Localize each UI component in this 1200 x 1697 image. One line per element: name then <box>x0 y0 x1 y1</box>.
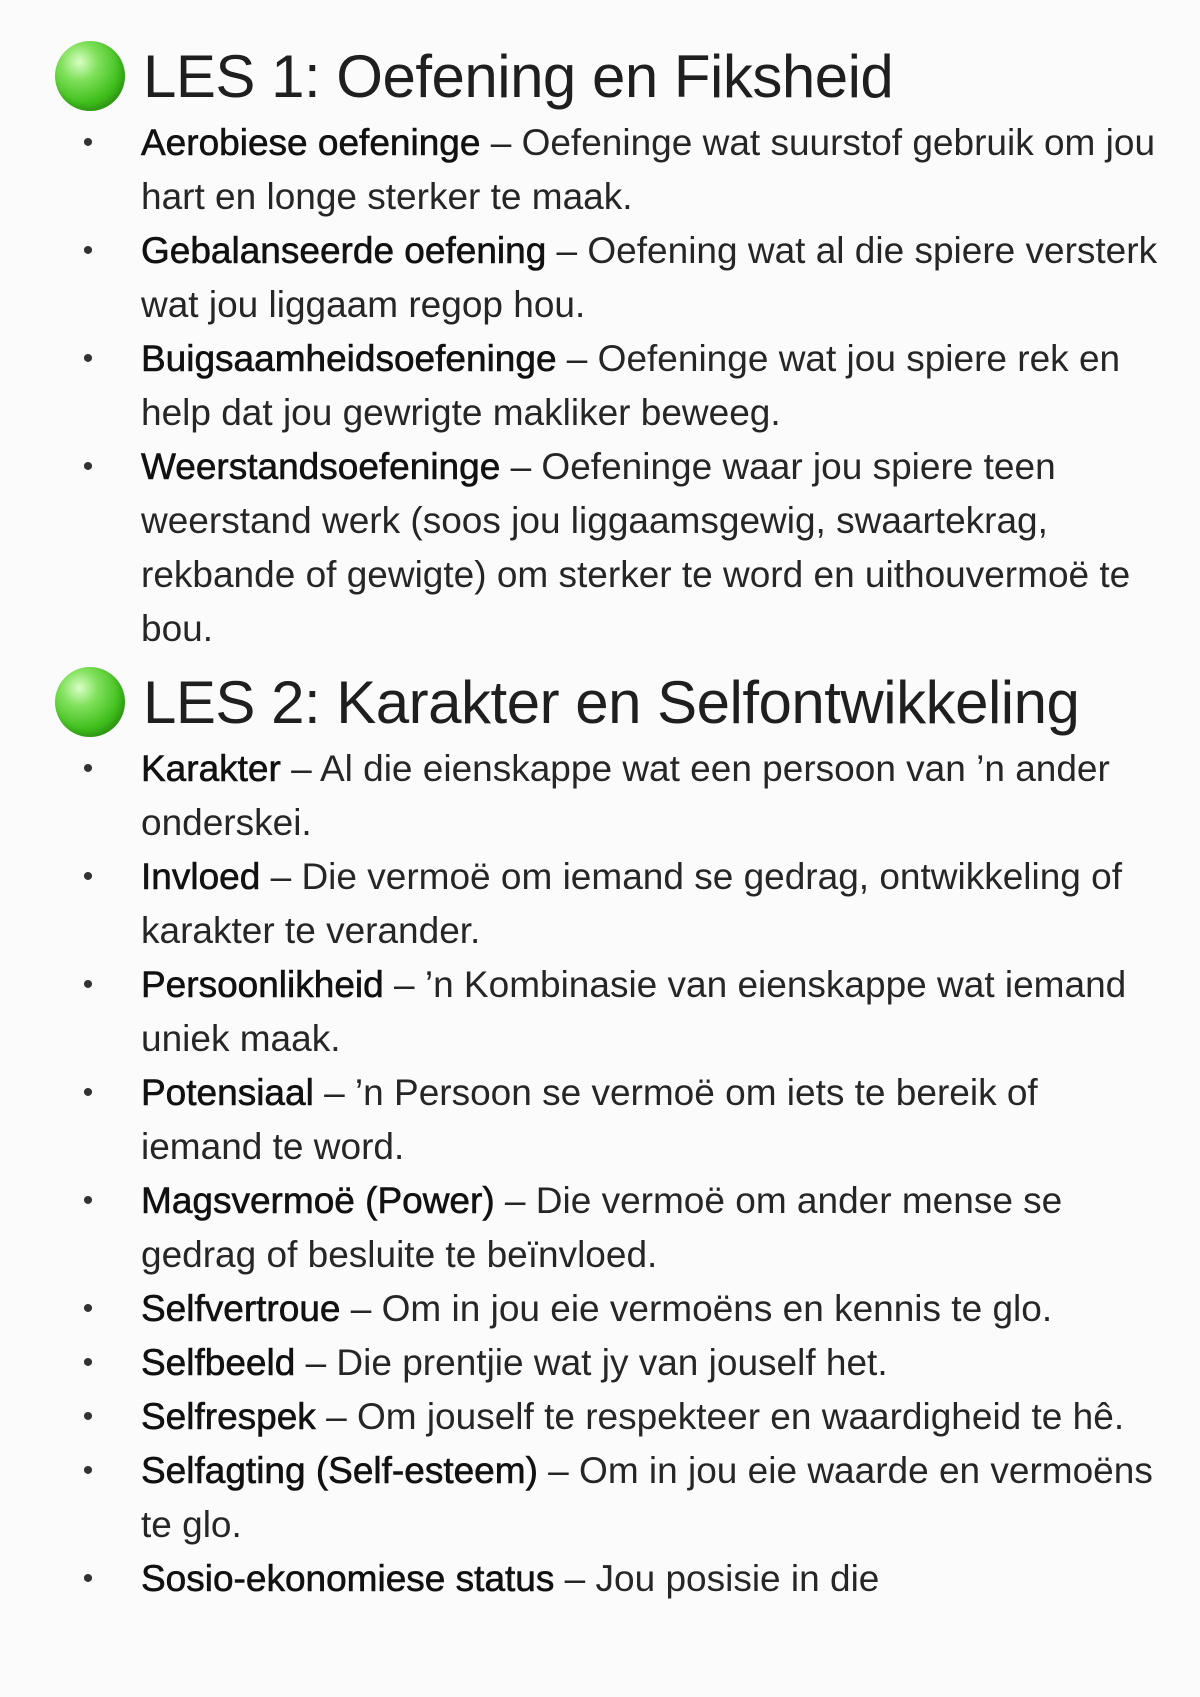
list-item <box>55 1336 1160 1390</box>
section-heading-les-2 <box>55 662 1160 742</box>
term: Magsvermoë (Power) <box>141 1180 495 1221</box>
definition: – Oefening wat al die spiere versterk wat jou liggaam regop hou. <box>141 230 1158 325</box>
term: Sosio-ekonomiese status <box>141 1558 555 1599</box>
definition: – Oefeninge wat suurstof gebruik om jou hart en longe sterker te maak. <box>141 122 1156 217</box>
definition: – Oefeninge wat jou spiere rek en help dat jou gewrigte makliker beweeg. <box>141 338 1121 433</box>
term: Selfvertroue <box>141 1288 341 1329</box>
list-item <box>55 1390 1160 1444</box>
bullet-icon: • <box>82 1400 94 1433</box>
list-item <box>55 1282 1160 1336</box>
list-item <box>55 1066 1160 1174</box>
list-item <box>55 224 1160 332</box>
list-item <box>55 850 1160 958</box>
list-item <box>55 742 1160 850</box>
term: Buigsaamheidsoefeninge <box>141 338 557 379</box>
list-item <box>55 440 1160 656</box>
bullet-icon: • <box>82 1076 94 1109</box>
list-item <box>55 1444 1160 1552</box>
bullet-icon: • <box>82 342 94 375</box>
term: Persoonlikheid <box>141 964 384 1005</box>
term: Potensiaal <box>141 1072 314 1113</box>
bullet-icon: • <box>82 968 94 1001</box>
term-list-les-1 <box>55 116 1160 656</box>
bullet-icon: • <box>82 234 94 267</box>
list-item <box>55 958 1160 1066</box>
bullet-icon: • <box>82 1184 94 1217</box>
definition: – Al die eienskappe wat een persoon van ’n ander onderskei. <box>141 748 1110 843</box>
section-heading-les-1 <box>55 36 1160 116</box>
green-dot-icon <box>55 667 125 737</box>
bullet-icon: • <box>82 1562 94 1595</box>
list-item <box>55 1552 1160 1606</box>
definition: – Die prentjie wat jy van jouself het. <box>295 1342 888 1383</box>
definition: – Oefeninge waar jou spiere teen weerstand werk (soos jou liggaamsgewig, swaartekrag, rekbande of gewigte) om sterker te word en uithouvermoë te bou. <box>141 446 1131 649</box>
green-dot-icon <box>55 41 125 111</box>
bullet-icon: • <box>82 752 94 785</box>
bullet-icon: • <box>82 1292 94 1325</box>
bullet-icon: • <box>82 450 94 483</box>
bullet-icon: • <box>82 1454 94 1487</box>
definition: – Jou posisie in die <box>554 1558 880 1599</box>
term: Selfagting (Self-esteem) <box>141 1450 538 1491</box>
definition: – Om in jou eie vermoëns en kennis te glo. <box>340 1288 1053 1329</box>
list-item <box>55 1174 1160 1282</box>
term-list-les-2 <box>55 742 1160 1606</box>
definition: – ’n Persoon se vermoë om iets te bereik of iemand te word. <box>141 1072 1038 1167</box>
definition: – Die vermoë om iemand se gedrag, ontwikkeling of karakter te verander. <box>141 856 1123 951</box>
term: Aerobiese oefeninge <box>141 122 481 163</box>
term: Selfbeeld <box>141 1342 296 1383</box>
bullet-icon: • <box>82 860 94 893</box>
term: Karakter <box>141 748 281 789</box>
term: Invloed <box>141 856 261 897</box>
term: Selfrespek <box>141 1396 316 1437</box>
bullet-icon: • <box>82 126 94 159</box>
section-title: LES 1: Oefening en Fiksheid <box>143 42 894 110</box>
term: Gebalanseerde oefening <box>141 230 547 271</box>
bullet-icon: • <box>82 1346 94 1379</box>
list-item <box>55 332 1160 440</box>
definition: – Die vermoë om ander mense se gedrag of besluite te beïnvloed. <box>141 1180 1063 1275</box>
definition: – Om jouself te respekteer en waardigheid te hê. <box>315 1396 1125 1437</box>
definition: – Om in jou eie waarde en vermoëns te glo. <box>141 1450 1153 1545</box>
section-title: LES 2: Karakter en Selfontwikkeling <box>143 668 1080 736</box>
list-item <box>55 116 1160 224</box>
term: Weerstandsoefeninge <box>141 446 501 487</box>
definition: – ’n Kombinasie van eienskappe wat iemand uniek maak. <box>141 964 1127 1059</box>
